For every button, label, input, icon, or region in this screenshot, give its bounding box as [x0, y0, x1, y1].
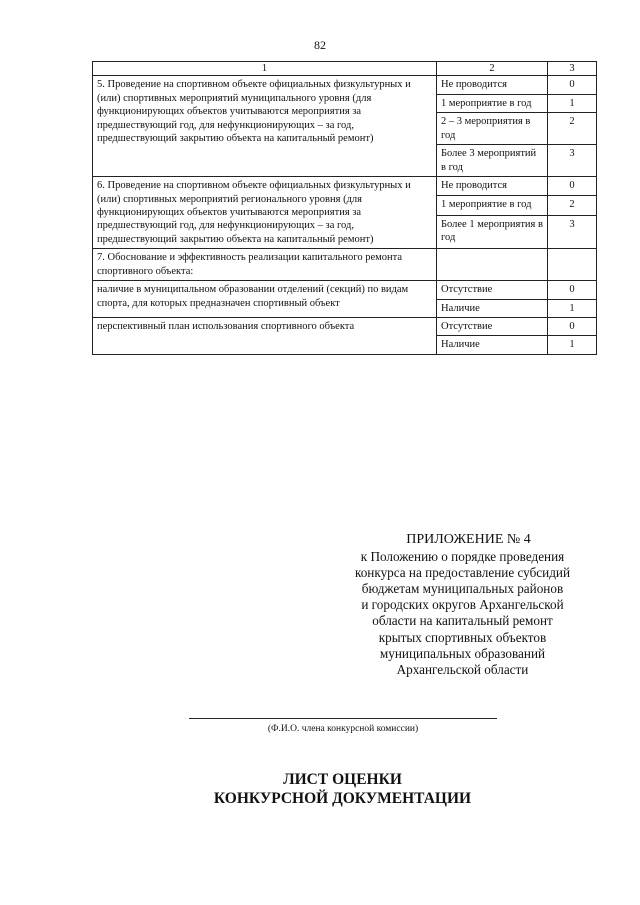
- column-header-2: 2: [437, 62, 548, 76]
- option-cell: Не проводится: [437, 76, 548, 94]
- score-cell: 1: [548, 299, 597, 317]
- column-header-3: 3: [548, 62, 597, 76]
- column-header-1: 1: [93, 62, 437, 76]
- appendix-line: конкурса на предоставление субсидий: [354, 565, 571, 581]
- appendix-line: бюджетам муниципальных районов: [361, 581, 564, 597]
- score-cell: 2: [548, 196, 597, 215]
- criteria-table-body: [93, 62, 597, 355]
- option-cell: 2 – 3 мероприятия в год: [437, 113, 548, 145]
- appendix-line: муниципальных образований: [379, 645, 546, 661]
- signature-caption: (Ф.И.О. члена конкурсной комиссии): [267, 724, 419, 734]
- score-cell: 3: [548, 215, 597, 248]
- score-cell: 0: [548, 281, 597, 299]
- table-row: [93, 177, 597, 196]
- option-cell: 1 мероприятие в год: [437, 196, 548, 215]
- appendix-line: области на капитальный ремонт: [372, 613, 553, 629]
- document-title-line: КОНКУРСНОЙ ДОКУМЕНТАЦИИ: [213, 789, 472, 807]
- table-header-row: [93, 62, 597, 76]
- criterion-cell: 7. Обоснование и эффективность реализации капитального ремонта спортивного объекта:: [93, 249, 437, 281]
- table-row: [93, 318, 597, 336]
- option-cell: Более 1 мероприятия в год: [437, 215, 548, 248]
- score-cell: 1: [548, 336, 597, 354]
- appendix-line: Архангельской области: [396, 661, 529, 677]
- option-cell: Отсутствие: [437, 281, 548, 299]
- option-cell: Более 3 мероприятий в год: [437, 145, 548, 177]
- option-cell: Наличие: [437, 336, 548, 354]
- score-cell: 2: [548, 113, 597, 145]
- score-cell: 0: [548, 76, 597, 94]
- option-cell: Наличие: [437, 299, 548, 317]
- option-cell: 1 мероприятие в год: [437, 94, 548, 112]
- table-row: [93, 76, 597, 94]
- criterion-cell: наличие в муниципальном образовании отделений (секций) по видам спорта, для которых предназначен спортивный объект: [93, 281, 437, 318]
- criterion-cell: перспективный план использования спортивного объекта: [93, 318, 437, 355]
- score-cell: 3: [548, 145, 597, 177]
- appendix-line: и городских округов Архангельской: [361, 597, 564, 613]
- appendix-line: крытых спортивных объектов: [378, 629, 547, 645]
- appendix-block: [330, 531, 595, 678]
- appendix-title: ПРИЛОЖЕНИЕ № 4: [406, 532, 531, 547]
- appendix-line: к Положению о порядке проведения: [360, 549, 565, 565]
- signature-line: [189, 718, 497, 719]
- criterion-cell: 5. Проведение на спортивном объекте официальных физкультурных и (или) спортивных мероприятий муниципального уровня (для функционирующих объектов учитываются мероприятия за предшествующий год, для нефункционирующих – за год, предшествующий закрытию объекта на капитальный ремонт): [93, 76, 437, 177]
- page-number: 82: [314, 38, 326, 52]
- score-cell: 0: [548, 177, 597, 196]
- document-title-line: ЛИСТ ОЦЕНКИ: [283, 771, 402, 788]
- option-cell: Отсутствие: [437, 318, 548, 336]
- score-cell: [548, 249, 597, 281]
- table-row: [93, 249, 597, 281]
- criteria-table: [92, 61, 597, 355]
- option-cell: [437, 249, 548, 281]
- score-cell: 1: [548, 94, 597, 112]
- document-title: [0, 771, 640, 808]
- criterion-cell: 6. Проведение на спортивном объекте официальных физкультурных и (или) спортивных мероприятий регионального уровня (для функционирующих объектов учитываются мероприятия за предшествующий год, для нефункционирующих – за год, предшествующий закрытию объекта на капитальный ремонт): [93, 177, 437, 249]
- option-cell: Не проводится: [437, 177, 548, 196]
- score-cell: 0: [548, 318, 597, 336]
- table-row: [93, 281, 597, 299]
